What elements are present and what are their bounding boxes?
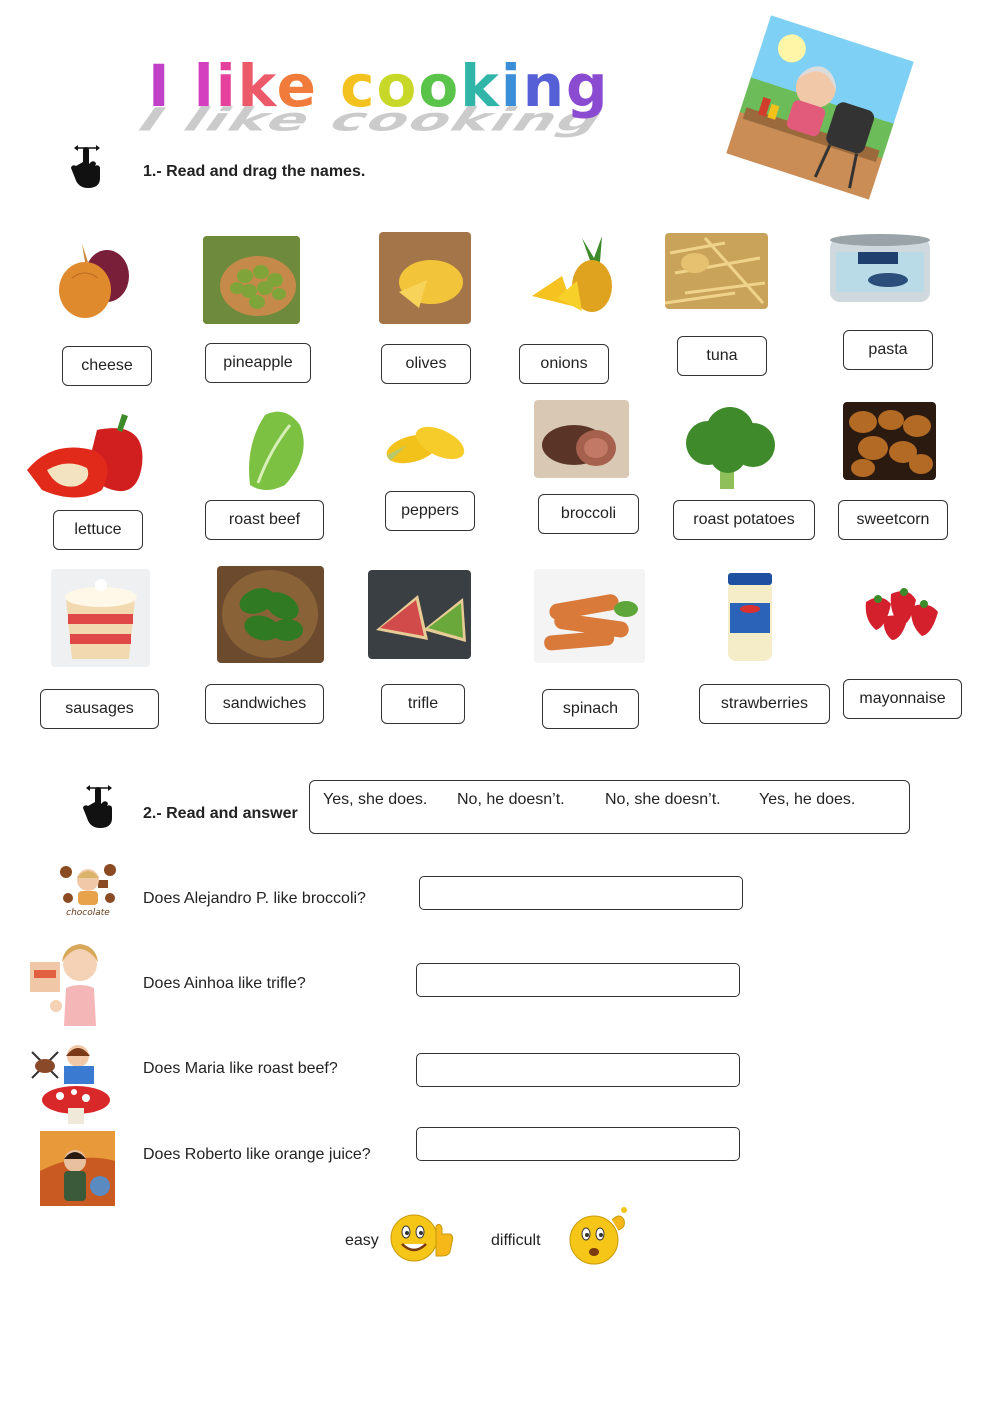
food-picture-lettuce[interactable]: [240, 405, 312, 493]
food-picture-sandwiches[interactable]: [368, 570, 471, 659]
word-card[interactable]: roast beef: [205, 500, 324, 540]
title-shadow: I like cooking: [128, 100, 616, 138]
word-card[interactable]: sweetcorn: [838, 500, 948, 540]
word-card[interactable]: lettuce: [53, 510, 143, 550]
food-picture-sausages[interactable]: [534, 569, 645, 663]
avatar-ainhoa: [30, 936, 108, 1028]
word-card[interactable]: broccoli: [538, 494, 639, 534]
food-picture-mayonnaise[interactable]: [724, 573, 776, 663]
answer-option[interactable]: No, she doesn’t.: [605, 791, 721, 808]
word-card[interactable]: peppers: [385, 491, 475, 531]
question-text: Does Alejandro P. like broccoli?: [143, 890, 366, 907]
food-picture-sweetcorn[interactable]: [382, 415, 468, 473]
page-title: I like cooking: [148, 52, 610, 120]
answer-option[interactable]: No, he doesn’t.: [457, 791, 565, 808]
food-picture-pineapple[interactable]: [522, 236, 620, 314]
smiley-thinking-icon[interactable]: [570, 1207, 627, 1264]
word-card[interactable]: roast potatoes: [673, 500, 815, 540]
food-picture-strawberries[interactable]: [856, 582, 949, 642]
svg-text:chocolate: chocolate: [66, 908, 110, 918]
food-picture-broccoli[interactable]: [678, 403, 777, 495]
answer-drop-field[interactable]: [416, 963, 740, 997]
question-text: Does Ainhoa like trifle?: [143, 975, 306, 992]
word-card[interactable]: trifle: [381, 684, 465, 724]
question-text: Does Roberto like orange juice?: [143, 1146, 371, 1163]
food-picture-pasta[interactable]: [665, 233, 768, 309]
touch-tap-icon: [80, 782, 118, 830]
word-card[interactable]: tuna: [677, 336, 767, 376]
smiley-thumbs-up-icon[interactable]: [388, 1212, 456, 1264]
bbq-avatar-image: [726, 15, 913, 199]
exercise1-instruction: 1.- Read and drag the names.: [143, 163, 366, 180]
food-picture-cheese[interactable]: [379, 232, 471, 324]
avatar-alejandro: [56, 858, 120, 918]
answer-drop-field[interactable]: [416, 1127, 740, 1161]
word-card[interactable]: spinach: [542, 689, 639, 729]
avatar-maria: [30, 1042, 110, 1126]
food-picture-roast-potatoes[interactable]: [843, 402, 936, 480]
exercise2-instruction: 2.- Read and answer: [143, 805, 298, 822]
food-picture-olives[interactable]: [203, 236, 300, 324]
word-card[interactable]: onions: [519, 344, 609, 384]
feedback-easy-label: easy: [345, 1232, 379, 1249]
food-picture-spinach[interactable]: [217, 566, 324, 663]
food-picture-onions[interactable]: [52, 238, 134, 322]
word-card[interactable]: strawberries: [699, 684, 830, 724]
answer-drop-field[interactable]: [416, 1053, 740, 1087]
word-card[interactable]: sausages: [40, 689, 159, 729]
word-card[interactable]: sandwiches: [205, 684, 324, 724]
food-picture-roast-beef[interactable]: [534, 400, 629, 478]
food-picture-tuna[interactable]: [828, 232, 936, 308]
word-card[interactable]: pasta: [843, 330, 933, 370]
word-card[interactable]: cheese: [62, 346, 152, 386]
food-picture-peppers[interactable]: [22, 410, 150, 502]
avatar-roberto: [40, 1131, 115, 1206]
answer-drop-field[interactable]: [419, 876, 743, 910]
answer-option[interactable]: Yes, he does.: [759, 791, 856, 808]
word-card[interactable]: pineapple: [205, 343, 311, 383]
question-text: Does Maria like roast beef?: [143, 1060, 338, 1077]
answer-option[interactable]: Yes, she does.: [323, 791, 428, 808]
word-card[interactable]: mayonnaise: [843, 679, 962, 719]
touch-drag-icon: [68, 142, 106, 190]
word-card[interactable]: olives: [381, 344, 471, 384]
food-picture-trifle[interactable]: [51, 569, 150, 667]
feedback-difficult-label: difficult: [491, 1232, 541, 1249]
